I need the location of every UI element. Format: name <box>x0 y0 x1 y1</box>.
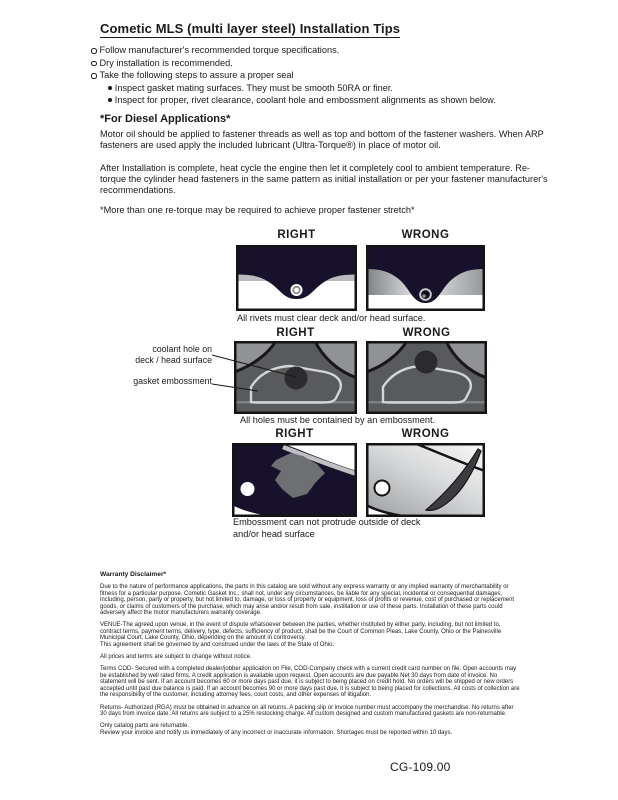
diesel-paragraph-1: Motor oil should be applied to fastener threads as well as top and bottom of the fastener washers. When ARP fasteners are used apply the included lubricant (Ultra-Torque®) in place of motor oil. <box>100 129 544 150</box>
wrong-label: WRONG <box>402 327 451 339</box>
list-item <box>91 82 576 95</box>
open-bullet-icon <box>91 48 97 54</box>
wrong-label: WRONG <box>401 229 450 241</box>
warranty-heading: Warranty Disclaimer* <box>100 571 167 578</box>
row3-caption <box>233 517 493 540</box>
rivet-clearance-wrong-diagram <box>366 245 485 311</box>
warranty-paragraph: Only catalog parts are returnable. <box>100 723 190 730</box>
page-title: Cometic MLS (multi layer steel) Installation Tips <box>100 21 401 36</box>
right-label: RIGHT <box>276 327 315 339</box>
page-title-wrap <box>100 20 400 38</box>
gasket-embossment-callout: gasket embossment <box>133 376 212 386</box>
diesel-paragraph-2: After Installation is complete, heat cycle the engine then let it completely cool to ambient temperature. Re-torque the cylinder head fasteners in the same pattern as initial installation or per your fastener manufacturer's recommendations. <box>100 163 548 195</box>
filled-bullet-icon <box>108 98 112 102</box>
right-label: RIGHT <box>275 428 314 440</box>
tip-text: Inspect for proper, rivet clearance, coolant hole and embossment alignments as shown below. <box>114 95 496 106</box>
tip-text: Follow manufacturer's recommended torque specifications. <box>99 45 340 55</box>
list-item <box>91 69 576 82</box>
callout-text: deck / head surface <box>135 354 212 365</box>
row2-caption: All holes must be contained by an embossment. <box>240 415 436 425</box>
wrong-label: WRONG <box>401 428 450 440</box>
embossment-containment-wrong-diagram <box>366 341 487 414</box>
caption-line: Embossment can not protrude outside of deck <box>233 517 421 527</box>
warranty-paragraph: This agreement shall be governed by and construed under the laws of the State of Ohio. <box>100 641 335 648</box>
list-item <box>91 44 576 57</box>
retorque-note: *More than one re-torque may be required to achieve proper fastener stretch* <box>100 205 415 215</box>
coolant-hole-callout <box>106 344 212 365</box>
warranty-disclaimer-section <box>100 572 520 742</box>
embossment-protrusion-right-diagram <box>232 443 357 517</box>
diesel-heading: *For Diesel Applications* <box>100 113 231 125</box>
embossment-protrusion-wrong-diagram <box>366 443 485 517</box>
warranty-paragraph: Due to the nature of performance applications, the parts in this catalog are sold without any express warranty or any implied warranty of merchantability or fitness for a particular purpose. Cometic Gasket Inc., shall not, under any circumstances, be liable for any special, incidental or consequential damages, including, person, party or property, but not limited to, damage, or loss of property or equipment, loss of profits or revenue, cost of purchased or replacement goods, or claims of customers of the purchase, which may arise and/or result from sale, instillation or use of these parts. Installation of these parts could adversely affect the motor manufacturers warranty coverage. <box>100 584 515 617</box>
warranty-paragraph: All prices and terms are subject to change without notice. <box>100 654 252 661</box>
warranty-paragraph: VENUE-The agreed upon venue, in the event of dispute whatsoever between the parties, whether instituted by either party, including, but not limited to, contract terms, payment terms, delivery, type, defects, sufficiency of product, shall be the Court of Common Pleas, Lake County, Ohio or the Painesville Municipal Court, Lake County, Ohio, depending on the amount in controversy. <box>100 622 502 642</box>
list-item <box>91 57 576 70</box>
row1-caption: All rivets must clear deck and/or head surface. <box>237 313 426 323</box>
list-item <box>91 94 576 107</box>
rivet-clearance-right-diagram <box>236 245 357 311</box>
open-bullet-icon <box>91 61 97 67</box>
warranty-paragraph: Returns- Authorized (RGA) must be obtained in advance on all returns. A packing slip or invoice number must accompany the merchandise. No returns after 30 days from invoice date. All returns are subject to a 25% restocking charge. All custom designed and custom manufactured gaskets are non-returnable. <box>100 704 514 717</box>
catalog-code: CG-109.00 <box>390 760 451 774</box>
open-bullet-icon <box>91 73 97 79</box>
tip-text: Take the following steps to assure a proper seal <box>99 70 294 81</box>
warranty-paragraph: Review your invoice and notify us immediately of any incorrect or inaccurate information. Shortages must be reported within 10 days. <box>100 729 453 736</box>
callout-text: coolant hole on <box>152 344 212 354</box>
installation-tips-list <box>91 44 576 107</box>
filled-bullet-icon <box>108 86 112 90</box>
tip-text: Inspect gasket mating surfaces. They must be smooth 50RA or finer. <box>114 82 393 93</box>
embossment-containment-right-diagram <box>234 341 357 414</box>
caption-line: and/or head surface <box>233 528 315 539</box>
tip-text: Dry installation is recommended. <box>99 57 233 68</box>
warranty-paragraph: Terms COD- Secured with a completed dealer/jobber application on File, COD-Company check with a current credit card number on file. Open accounts may be established by well rated firms. A credit application is available upon request. Open accounts are due payable Net 30 days from date of invoice. No statement will be sent. If an account becomes 60 or more days past due, it is subject to being placed on credit hold. No orders will be shipped or new orders accepted until past due balance is paid. If an account becomes 90 or more days past due, it is subject to being placed for collections. All costs of collection are the responsibility of the customer, including attorney fees, court costs, and other expenses of litigation. <box>100 666 520 699</box>
right-label: RIGHT <box>277 229 316 241</box>
